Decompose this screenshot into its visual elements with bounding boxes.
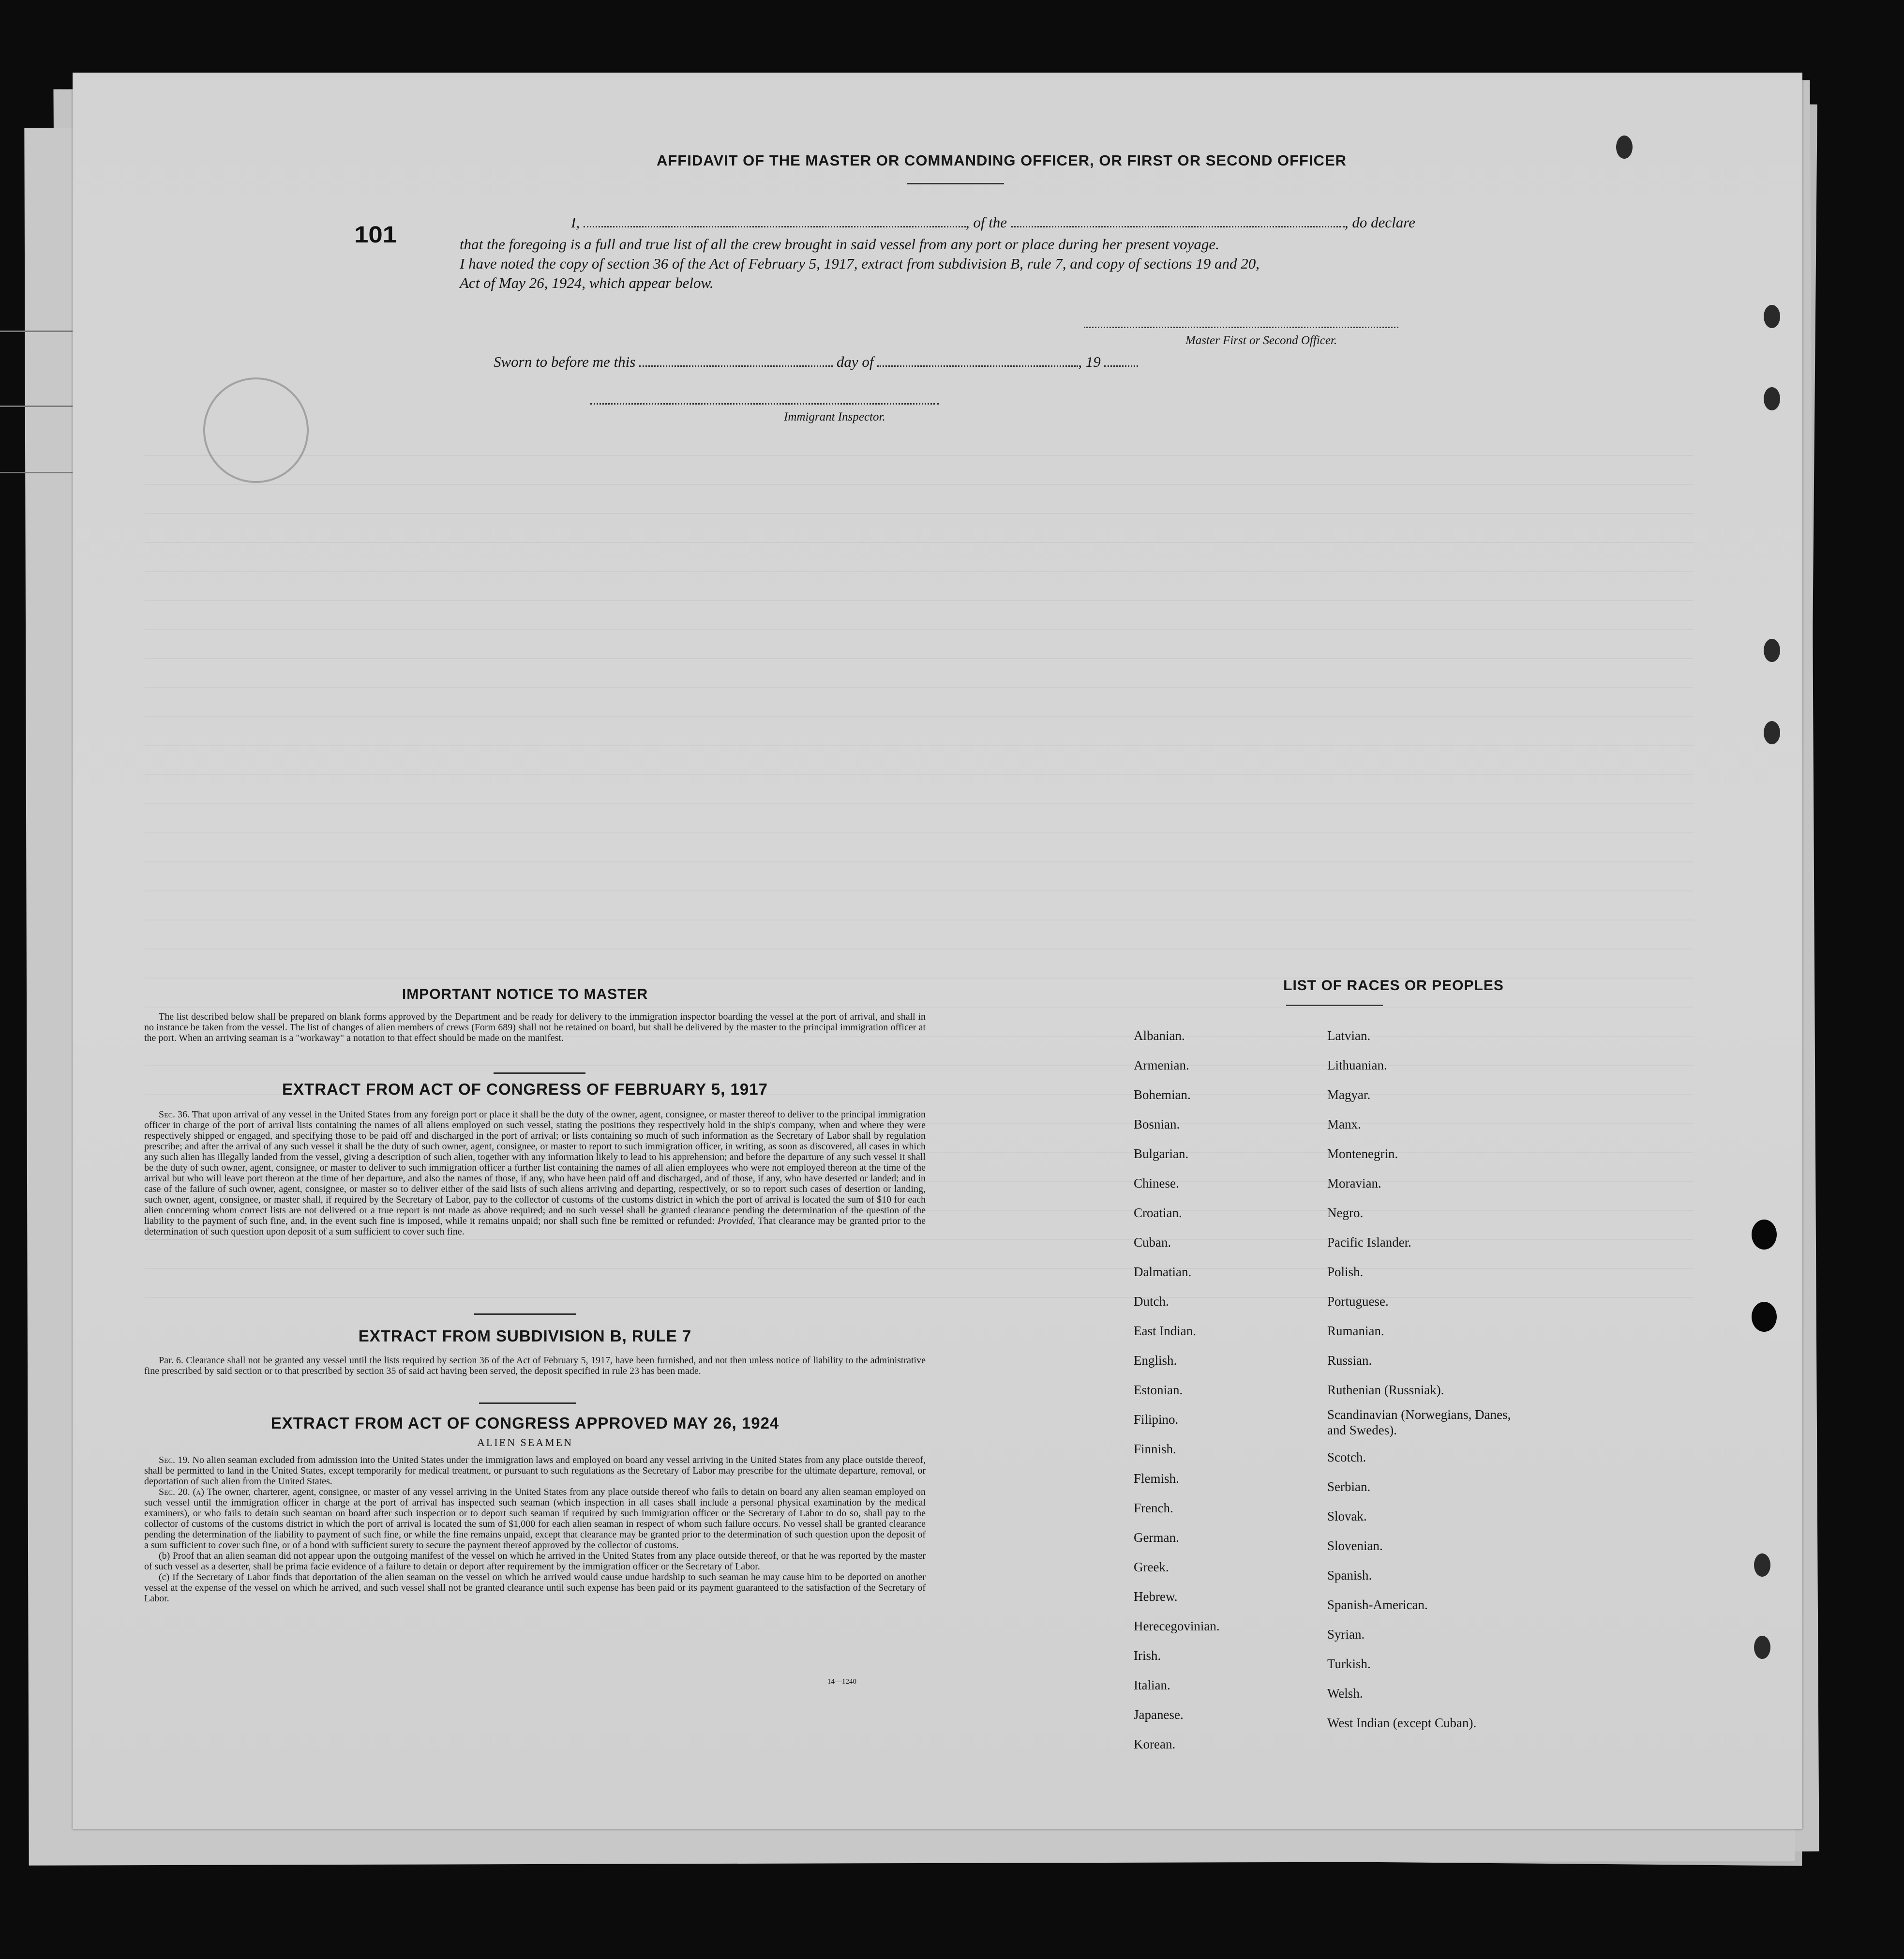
affidavit-line-2: I have noted the copy of section 36 of the Act of February 5, 1917, extract from subdivision B, rule 7, and copy of sections 19 and 20, [460,255,1260,272]
do-declare-text: , do declare [1344,214,1415,231]
affidavit-title: AFFIDAVIT OF THE MASTER OR COMMANDING OFFICER, OR FIRST OR SECOND OFFICER [656,152,1347,169]
punch-hole [1752,1220,1777,1250]
faint-circular-stamp [203,377,309,483]
race-item: Manx. [1327,1117,1361,1131]
race-item: Lithuanian. [1327,1058,1387,1072]
left-margin-rule [0,472,77,473]
extract-1917-title: EXTRACT FROM ACT OF CONGRESS OF FEBRUARY 5, 1917 [282,1080,768,1098]
race-item: Chinese. [1134,1176,1179,1190]
left-margin-rule [0,331,77,332]
ghost-row [145,934,1694,949]
ghost-row [145,469,1694,485]
sec-19-label: Sec. 19. [159,1455,190,1465]
sec-19-text: No alien seaman excluded from admission into the United States under the immigration laws and employed on board any vessel arriving in the United States from any place outside thereof, shall be permitted to land in the United States, except temporarily for medical treatment, or pursuant to such regulations as the Secretary of Labor may prescribe for the ultimate departure, removal, or deportation of such alien from the United States. [144,1455,926,1487]
ghost-row [145,731,1694,746]
nineteen-text: , 19 [1078,353,1101,370]
race-item: East Indian. [1134,1324,1196,1338]
master-signature-line[interactable] [1084,327,1398,328]
section-rule [474,1313,576,1315]
ghost-row [145,876,1694,891]
form-code: 14—1240 [827,1678,856,1686]
race-item: English. [1134,1353,1177,1368]
affidavit-body [460,235,1500,293]
race-item: Bosnian. [1134,1117,1180,1131]
race-item: Dutch. [1134,1294,1169,1309]
race-item: Scotch. [1327,1450,1366,1464]
inspector-signature-line[interactable] [590,403,939,405]
race-item: Herecegovinian. [1134,1619,1220,1633]
vessel-blank[interactable] [1011,226,1345,227]
affidavit-line-1: that the foregoing is a full and true list of all the crew brought in said vessel from any port or place during her present voyage. [460,236,1219,253]
race-item: Serbian. [1327,1479,1371,1494]
race-item: Italian. [1134,1678,1170,1692]
ghost-row [145,702,1694,717]
race-item: Flemish. [1134,1471,1179,1486]
section-rule [479,1402,576,1404]
year-blank[interactable] [1104,365,1138,367]
race-item: Portuguese. [1327,1294,1389,1309]
race-item: Moravian. [1327,1176,1381,1190]
punch-hole [1754,1553,1770,1577]
race-item: Japanese. [1134,1707,1184,1722]
race-item: Montenegrin. [1327,1146,1398,1161]
of-the-text: , of the [965,214,1007,231]
name-blank[interactable] [584,226,966,227]
section-rule [494,1072,585,1074]
sworn-text: Sworn to before me this [494,353,636,370]
affidavit-i: I, [571,214,580,231]
race-item: Greek. [1134,1560,1169,1574]
ghost-row [145,760,1694,775]
race-item: Latvian. [1327,1028,1371,1043]
affidavit-first-line [571,214,1415,231]
ghost-row [145,818,1694,833]
proviso-text: That clearance may be granted prior to the determination of such question upon deposit of a sum sufficient to cover such fine. [144,1216,926,1237]
race-item: Welsh. [1327,1686,1363,1701]
sec-20c-paragraph: (c) If the Secretary of Labor finds that deportation of the alien seaman on the vessel on which he arrived would cause undue hardship to such seaman he may cause him to be deported on another vessel at the expense of the vessel on which he arrived, and such vessel shall not be granted clearance until such expense has been paid or its payment guaranteed to the satisfaction of the Secretary of Labor. [144,1572,926,1604]
sec-20a-text: The owner, charterer, agent, consignee, or master of any vessel arriving in the United States from any place outside thereof who fails to detain on board any alien seaman employed on such vessel until the immigration officer in charge at the port of arrival has inspected such seaman (which inspection in all cases shall include a personal physical examination by the medical examiners), or who fails to detain such seaman on board after such inspection or to deport such seaman if required by such immigration officer or the Secretary of Labor to do so, shall pay to the collector of customs of the customs district in which the port of arrival is located the sum of $1,000 for each alien seaman in respect of whom such failure occurs. No vessel shall be granted clearance pending the determination of the liability to payment of such fine, or while the fine remains unpaid, except that clearance may be granted prior to the determination of such question upon the deposit of a sum sufficient to cover such fine, or of a bond with sufficient surety to secure the payment thereof approved by the collector of customs. [144,1487,926,1551]
race-item: French. [1134,1501,1173,1515]
race-item: West Indian (except Cuban). [1327,1716,1477,1730]
race-item: Ruthenian (Russniak). [1327,1383,1444,1397]
race-item: Negro. [1327,1206,1364,1220]
sec-20-label: Sec. 20. (a) [159,1487,204,1497]
punch-hole [1764,639,1780,662]
punch-hole [1764,305,1780,328]
races-column-2 [1327,1021,1511,1738]
races-title: LIST OF RACES OR PEOPLES [1283,978,1504,994]
race-item: Pacific Islander. [1327,1235,1411,1250]
ghost-row [145,644,1694,659]
inspector-label: Immigrant Inspector. [784,410,885,423]
ghost-row [145,615,1694,630]
race-item: Bulgarian. [1134,1146,1189,1161]
day-of-text: day of [836,353,874,370]
month-blank[interactable] [877,365,1078,367]
race-item: Korean. [1134,1737,1176,1751]
race-item: Spanish. [1327,1568,1372,1582]
alien-seamen-subtitle: ALIEN SEAMEN [477,1436,573,1448]
race-item: Filipino. [1134,1412,1179,1427]
race-item: Russian. [1327,1353,1372,1368]
ghost-row [145,789,1694,804]
sec-20a-paragraph [144,1487,926,1551]
extract-rule7-body: Par. 6. Clearance shall not be granted any vessel until the lists required by section 36 of the Act of February 5, 1917, have been furnished, and not then unless notice of liability to the administrative fine prescribed by said section or to that prescribed by section 35 of said act having been served, the deposit specified in rule 23 has been made. [144,1355,926,1376]
punch-hole [1754,1636,1770,1659]
race-item: Irish. [1134,1648,1161,1663]
punch-hole [1764,387,1780,410]
race-item: Estonian. [1134,1383,1183,1397]
race-item: Syrian. [1327,1627,1365,1642]
race-item: Dalmatian. [1134,1265,1192,1279]
ghost-row [145,905,1694,920]
extract-1924-title: EXTRACT FROM ACT OF CONGRESS APPROVED MAY 26, 1924 [270,1414,780,1432]
stamp-number: 101 [354,222,397,248]
race-item: Spanish-American. [1327,1597,1428,1612]
sec-20b-paragraph: (b) Proof that an alien seaman did not appear upon the outgoing manifest of the vessel on which he arrived in the United States from any place outside thereof, or that he was reported by the master of such vessel as a deserter, shall be prima facie evidence of a failure to detain or deport after requirement by the immigration officer or the Secretary of Labor. [144,1551,926,1572]
race-item: Polish. [1327,1265,1364,1279]
ghost-row [145,527,1694,543]
master-label: Master First or Second Officer. [1185,334,1337,347]
race-item: Finnish. [1134,1442,1176,1456]
ghost-row [145,673,1694,688]
ghost-row [145,440,1694,456]
race-item: Slovak. [1327,1509,1367,1523]
race-item: Armenian. [1134,1058,1189,1072]
race-item: Bohemian. [1134,1087,1191,1102]
sec-36-label: Sec. 36. [159,1109,190,1120]
extract-1924-body [144,1455,926,1604]
notice-title: IMPORTANT NOTICE TO MASTER [402,986,648,1002]
extract-1917-body [144,1109,926,1237]
left-margin-rule [0,406,77,407]
extract-rule7-title: EXTRACT FROM SUBDIVISION B, RULE 7 [358,1327,692,1345]
race-item: Scandinavian (Norwegians, Danes, and Swedes). [1327,1407,1511,1437]
ghost-row [145,498,1694,514]
race-item: Albanian. [1134,1028,1185,1043]
ghost-row [145,557,1694,572]
title-rule [907,183,1004,184]
race-item: Turkish. [1327,1657,1371,1671]
day-blank[interactable] [639,365,833,367]
race-item: Magyar. [1327,1087,1371,1102]
sec-19-paragraph [144,1455,926,1487]
races-title-rule [1286,1005,1383,1006]
ghost-row [145,586,1694,601]
ghost-row [145,963,1694,979]
race-item: Croatian. [1134,1206,1182,1220]
document-page [73,73,1802,1829]
races-column-1 [1134,1021,1220,1759]
race-item: Rumanian. [1327,1324,1384,1338]
proviso-word: Provided, [718,1216,755,1226]
affidavit-line-3: Act of May 26, 1924, which appear below. [460,274,714,291]
sworn-line [494,353,1138,371]
race-item: Hebrew. [1134,1589,1178,1604]
race-item: Slovenian. [1327,1538,1383,1553]
race-item: Cuban. [1134,1235,1171,1250]
ghost-row [145,847,1694,862]
race-item: German. [1134,1530,1179,1545]
punch-hole [1764,721,1780,744]
notice-body: The list described below shall be prepared on blank forms approved by the Department and be ready for delivery to the immigration inspector boarding the vessel at the port of arrival, and shall in no instance be taken from the vessel. The list of changes of alien members of crews (Form 689) shall not be retained on board, but shall be delivered by the master to the principal immigration officer at the port. When an arriving seaman is a "workaway" a notation to that effect should be made on the manifest. [144,1011,926,1043]
sec-36-text: That upon arrival of any vessel in the United States from any foreign port or place it shall be the duty of the owner, agent, consignee, or master thereof to deliver to the principal immigration officer in charge of the port of arrival lists containing the names of all aliens employed on such vessel, stating the positions they respectively hold in the ship's company, when and where they were respectively shipped or engaged, and specifying those to be paid off and discharged in the port of arrival; or lists containing so much of such information as the Secretary of Labor shall by regulation prescribe; and after the arrival of any such vessel it shall be the duty of such owner, agent, consignee, or master to report to such immigration officer, in writing, as soon as discovered, all cases in which any such alien has illegally landed from the vessel, giving a description of such alien, together with any information likely to lead to his apprehension; and before the departure of any such vessel it shall be the duty of such owner, agent, consignee, or master to deliver to such immigration officer a further list containing the names of all alien employees who were not employed thereon at the time of the arrival but who will leave port thereon at the time of her departure, and also the names of those, if any, who have been paid off and discharged, and of those, if any, who have deserted or landed; and in case of the failure of such owner, agent, consignee, or master so to deliver either of the said lists of such aliens arriving and departing, respectively, or so to report such cases of desertion or landing, such owner, agent, consignee, or master shall, if required by the Secretary of Labor, pay to the collector of customs of the customs district in which the port of arrival is located the sum of $10 for each alien concerning whom correct lists are not delivered or a true report is not made as above required; and no such vessel shall be granted clearance pending the determination of the question of the liability to the payment of such fine, and, in the event such fine is imposed, while it remains unpaid; nor shall such fine be remitted or refunded: [144,1109,926,1226]
punch-hole [1616,136,1633,159]
punch-hole [1752,1302,1777,1332]
